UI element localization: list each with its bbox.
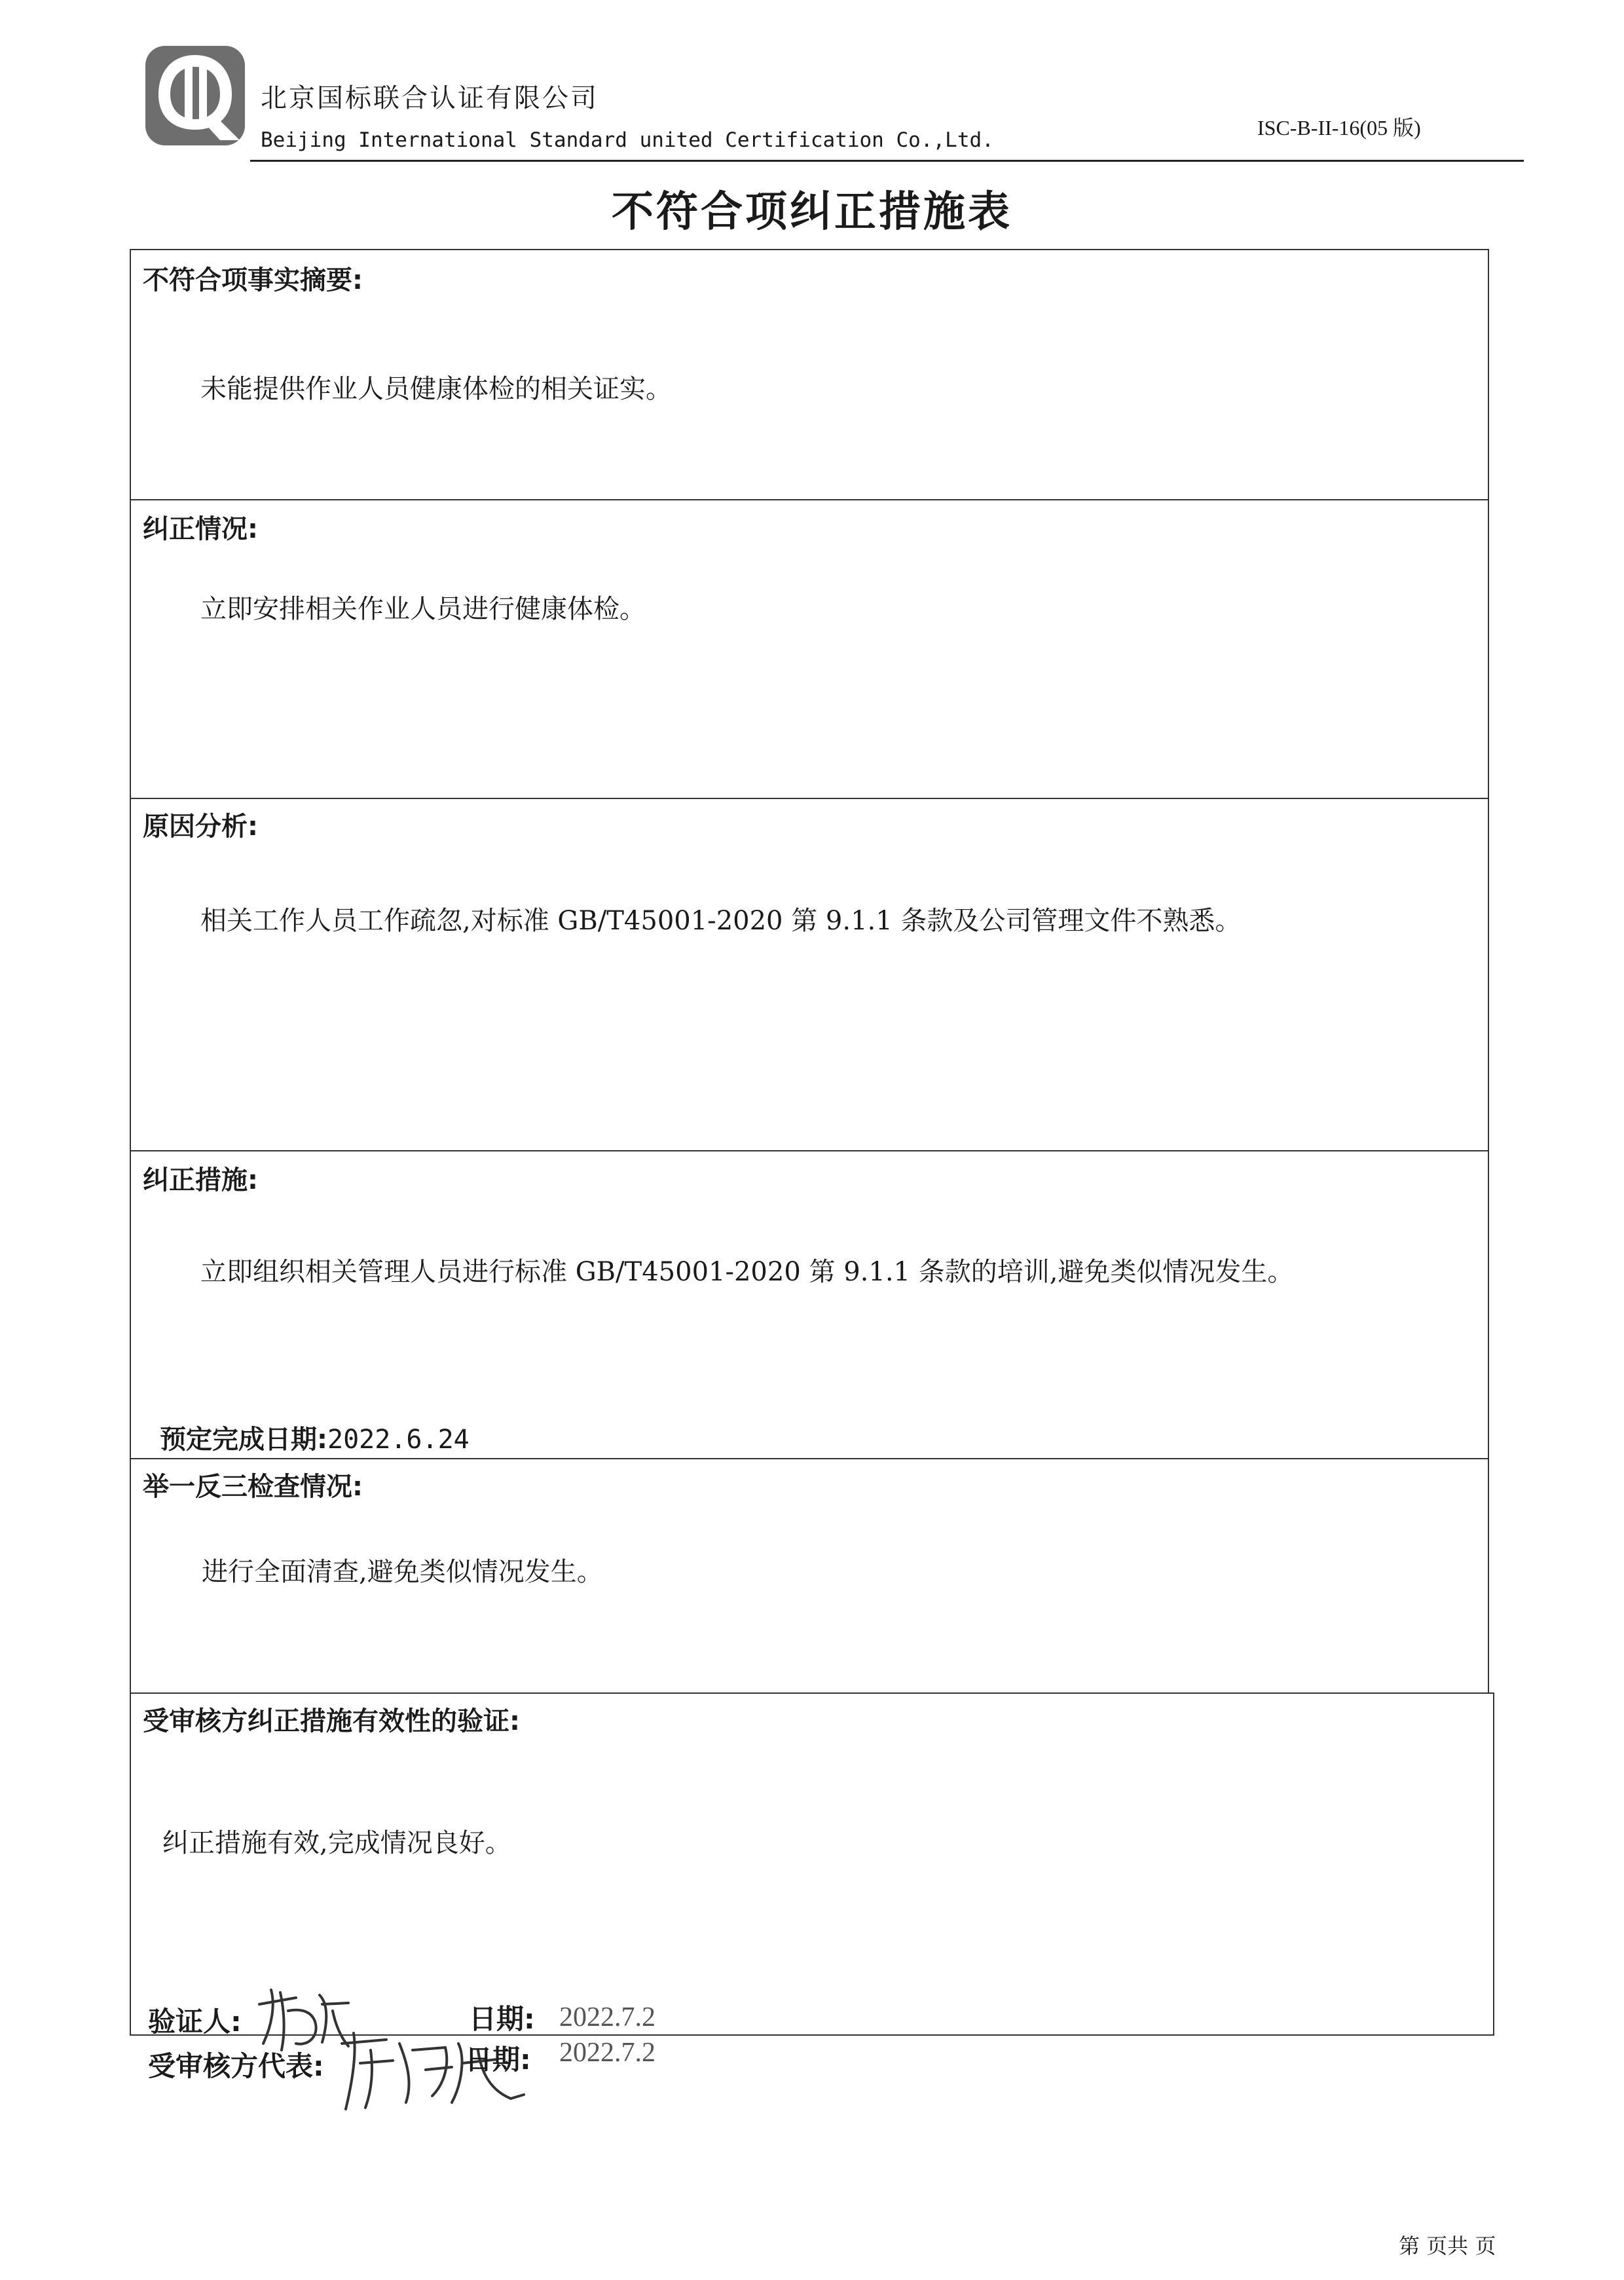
company-name-en: Beijing International Standard united Certification Co.,Ltd. <box>261 128 994 152</box>
nonconformity-label: 不符合项事实摘要: <box>143 265 363 295</box>
extended-check-text: 进行全面清查,避免类似情况发生。 <box>202 1557 603 1587</box>
auditee-representative-label: 受审核方代表: <box>148 2050 324 2082</box>
extended-check-section <box>130 1458 1489 1694</box>
nonconformity-section <box>130 249 1489 500</box>
correction-label: 纠正情况: <box>143 514 258 544</box>
verifier-label: 验证人: <box>148 2006 242 2038</box>
corrective-action-text: 立即组织相关管理人员进行标准 GB/T45001-2020 第 9.1.1 条款的培训,避免类似情况发生。 <box>200 1257 1294 1287</box>
date-label-2: 日期: <box>465 2044 531 2076</box>
cause-analysis-text: 相关工作人员工作疏忽,对标准 GB/T45001-2020 第 9.1.1 条款及公司管理文件不熟悉。 <box>200 906 1242 936</box>
cause-analysis-section <box>130 798 1489 1151</box>
company-logo <box>143 43 248 148</box>
date-label-1: 日期: <box>469 2003 535 2035</box>
cause-analysis-label: 原因分析: <box>143 812 258 842</box>
header-divider <box>250 160 1524 162</box>
verification-label: 受审核方纠正措施有效性的验证: <box>143 1706 520 1736</box>
corrective-action-section <box>130 1150 1489 1459</box>
correction-text: 立即安排相关作业人员进行健康体检。 <box>200 594 646 624</box>
document-code: ISC-B-II-16(05 版) <box>1257 116 1421 140</box>
date-value-2: 2022.7.2 <box>559 2038 655 2068</box>
due-date-label: 预定完成日期: <box>160 1425 327 1455</box>
corrective-action-label: 纠正措施: <box>143 1165 258 1195</box>
company-name-cn: 北京国标联合认证有限公司 <box>261 83 599 113</box>
extended-check-label: 举一反三检查情况: <box>143 1472 363 1502</box>
due-date-row <box>160 1419 470 1456</box>
correction-section <box>130 499 1489 799</box>
date-value-1: 2022.7.2 <box>559 2002 655 2032</box>
page-number: 第 页共 页 <box>1399 2233 1496 2258</box>
due-date-value: 2022.6.24 <box>327 1425 470 1455</box>
form-title: 不符合项纠正措施表 <box>612 188 1012 236</box>
verification-text: 纠正措施有效,完成情况良好。 <box>162 1828 511 1858</box>
nonconformity-text: 未能提供作业人员健康体检的相关证实。 <box>200 374 672 404</box>
